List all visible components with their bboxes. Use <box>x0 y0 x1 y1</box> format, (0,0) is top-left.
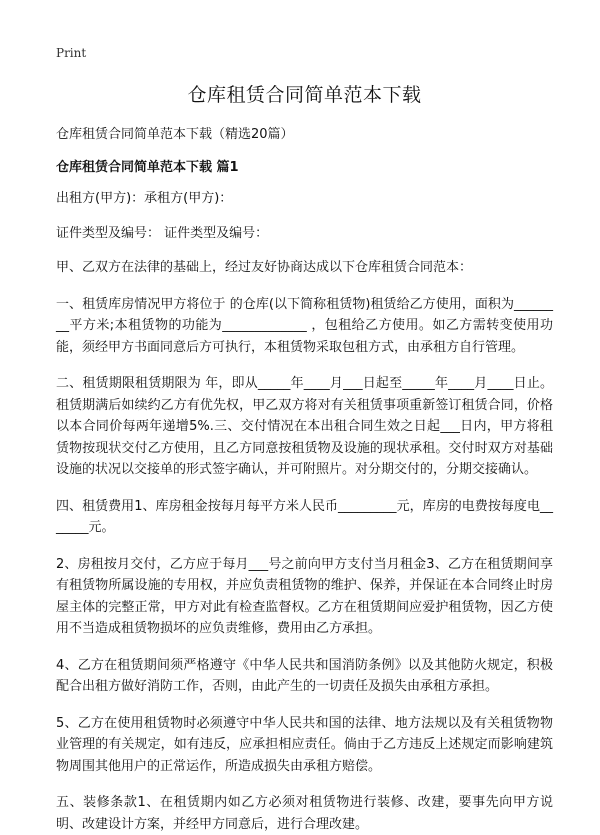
paragraph-clause-2: 二、租赁期限租赁期限为 年，即从_____年____月___日起至_____年____月____日止。租赁期满后如续约乙方有优先权，甲乙双方将对有关租赁事项重新签订租赁合同，价格以本合同价每两年递增5%.三、交付情况在本出租合同生效之日起___日内，甲方将租赁物按现状交付乙方使用，且乙方同意按租赁物及设施的现状承租。交付时双方对基础设施的状况以交接单的形式签字确认，并可附照片。对分期交付的，分期交接确认。 <box>56 376 553 477</box>
paragraph-parties: 出租方(甲方)：承租方(甲方)： <box>56 191 233 206</box>
paragraph-clause-4-5: 5、乙方在使用租赁物时必须遵守中华人民共和国的法律、地方法规以及有关租赁物物业管理的有关规定，如有违反，应承担相应责任。倘由于乙方违反上述规定而影响建筑物周围其他用户的正常运作，所造成损失由承租方赔偿。 <box>56 715 553 774</box>
document-title: 仓库租赁合同简单范本下载 <box>187 84 422 106</box>
paragraph-clause-4-2: 2、房租按月交付，乙方应于每月___号之前向甲方支付当月租金3、乙方在租赁期间享有租赁物所属设施的专用权，并应负责租赁物的维护、保养，并保证在本合同终止时房屋主体的完整正常，甲方对此有检查监督权。乙方在租赁期间应爱护租赁物，因乙方使用不当造成租赁物损坏的应负责维修，费用由乙方承担。 <box>56 556 553 636</box>
paragraph-clause-4: 四、租赁费用1、库房租金按每月每平方米人民币_________元，库房的电费按每度电_______元。 <box>56 498 553 535</box>
document-subtitle: 仓库租赁合同简单范本下载（精选20篇） <box>56 127 294 142</box>
section-heading: 仓库租赁合同简单范本下载 篇1 <box>56 160 239 175</box>
paragraph-clause-5: 五、装修条款1、在租赁期内如乙方必须对租赁物进行装修、改建，要事先向甲方说明、改建设计方案，并经甲方同意后，进行合理改建。 <box>56 795 553 832</box>
paragraph-preamble: 甲、乙双方在法律的基础上，经过友好协商达成以下仓库租赁合同范本： <box>56 260 473 275</box>
paragraph-clause-4-4: 4、乙方在租赁期间须严格遵守《中华人民共和国消防条例》以及其他防火规定，积极配合出租方做好消防工作，否则，由此产生的一切责任及损失由承租方承担。 <box>56 657 553 694</box>
print-label[interactable]: Print <box>56 46 87 60</box>
paragraph-id-types: 证件类型及编号： 证件类型及编号： <box>56 225 269 241</box>
paragraph-clause-1: 一、租赁库房情况甲方将位于 的仓库(以下简称租赁物)租赁给乙方使用，面积为________平方米;本租赁物的功能为_____________ ，包租给乙方使用。如乙方需转变使用功能，须经甲方书面同意后方可执行，本租赁物采取包租方式，由承租方自行管理。 <box>56 296 553 355</box>
